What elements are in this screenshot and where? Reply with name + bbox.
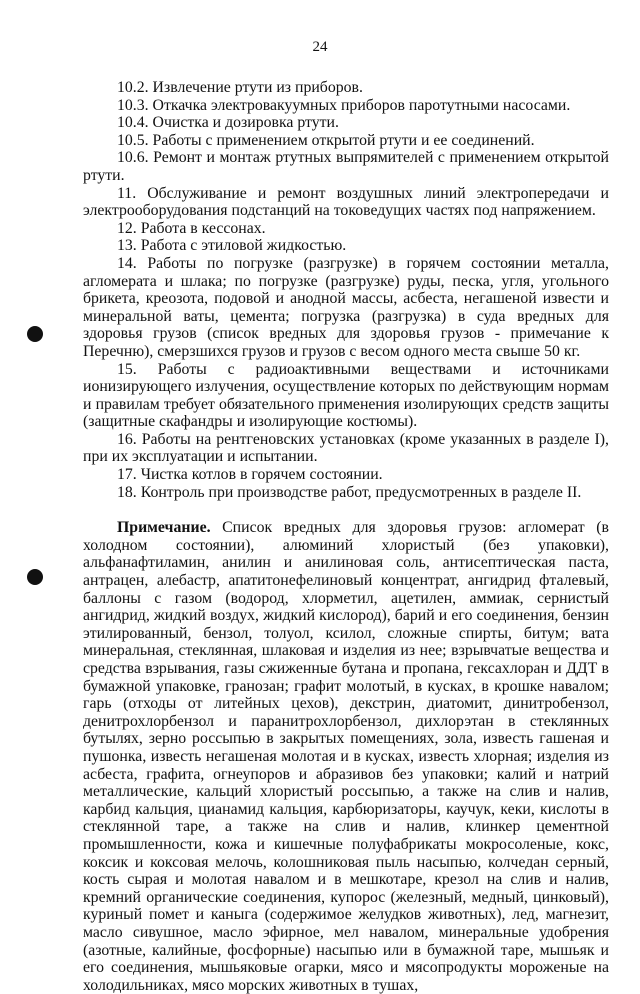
list-item-15: 15. Работы с радиоактивными веществами и источниками ионизирующего излучения, осуществление которых по действующим нормам и правилам требует обязательного применения изолирующих средств защиты (защитные скафандры и изолирующие костюмы). [83, 360, 609, 431]
note-paragraph [83, 519, 609, 994]
list-item-18: 18. Контроль при производстве работ, предусмотренных в разделе II. [117, 483, 582, 501]
binder-hole-bottom [27, 569, 43, 585]
list-item-10-5: 10.5. Работы с применением открытой ртути и ее соединений. [117, 131, 535, 149]
list-item-17: 17. Чистка котлов в горячем состоянии. [117, 466, 383, 484]
list-item-14: 14. Работы по погрузке (разгрузке) в горячем состоянии металла, агломерата и шлака; по погрузке (разгрузке) руды, песка, угля, угольного брикета, креозота, подовой и анодной массы, асбеста, негашеной извести и минеральной ваты, цемента; погрузка (разгрузка) в суда вредных для здоровья грузов (список вредных для здоровья грузов - примечание к Перечню), смерзшихся грузов и грузов с весом одного места свыше 50 кг. [83, 254, 609, 360]
list-item-11: 11. Обслуживание и ремонт воздушных линий электропередачи и электрооборудования подстанций на токоведущих частях под напряжением. [83, 184, 609, 220]
binder-hole-top [27, 326, 43, 342]
page-number: 24 [312, 39, 328, 55]
document-body [83, 79, 609, 994]
list-item-10-4: 10.4. Очистка и дозировка ртути. [117, 114, 339, 132]
list-item-12: 12. Работа в кессонах. [117, 219, 266, 237]
note-title: Примечание. [117, 519, 211, 537]
list-item-13: 13. Работа с этиловой жидкостью. [117, 237, 347, 255]
list-item-16: 16. Работы на рентгеновских установках (кроме указанных в разделе I), при их эксплуатации и испытании. [83, 430, 609, 466]
list-item-10-6: 10.6. Ремонт и монтаж ртутных выпрямителей с применением открытой ртути. [83, 149, 609, 184]
list-item-10-3: 10.3. Откачка электровакуумных приборов паротутными насосами. [117, 96, 571, 114]
list-item-10-2: 10.2. Извлечение ртути из приборов. [117, 79, 363, 96]
note-text: Список вредных для здоровья грузов: агломерат (в холодном состоянии), алюминий хлористый (без упаковки), альфанафтиламин, анилин и анилиновая соль, антисептическая паста, антрацен, алебастр, апатитонефелиновый концентрат, ангидрид фталевый, баллоны с газом (водород, хлорметил, ацетилен, аммиак, сернистый ангидрид, жидкий воздух, жидкий кислород), барий и его соединения, бензин этилированный, бензол, толуол, ксилол, сложные спирты, битум; вата минеральная, стеклянная, шлаковая и изделия из нее; взрывчатые вещества и средства взрывания, газы сжиженные бутана и пропана, гексахлоран и ДДТ в бумажной упаковке, гранозан; графит молотый, в кусках, в крошке навалом; гарь (отходы от литейных цехов), декстрин, диатомит, динитробензол, денитрохлорбензол и паранитрохлорбензол, дихлорэтан в стеклянных бутылях, зерно россыпью в закрытых помещениях, зола, известь гашеная и пушонка, известь негашеная молотая и в кусках, известь хлорная; изделия из асбеста, графита, огнеупоров и абразивов без упаковки; калий и натрий металлические, кальций хлористый россыпью, а также на слив и налив, карбид кальция, цианамид кальция, карбюризаторы, каучук, кеки, кислоты в стеклянной таре, а также на слив и налив, клинкер цементной промышленности, кожа и кишечные полуфабрикаты мокросоленые, кокс, коксик и коксовая мелочь, колошниковая пыль насыпью, колчедан серный, кость сырая и молотая навалом и в мешкотаре, крезол на слив и налив, кремний органические соединения, купорос (железный, медный, цинковый), куриный помет и каныга (содержимое желудков животных), лед, магнезит, масло сивушное, масло эфирное, мел навалом, минеральные удобрения (азотные, калийные, фосфорные) насыпью или в бумажной таре, мышьяк и его соединения, мышьяковые огарки, мясо и мясопродукты мороженые на холодильниках, мясо морских животных в тушах, [83, 519, 610, 994]
